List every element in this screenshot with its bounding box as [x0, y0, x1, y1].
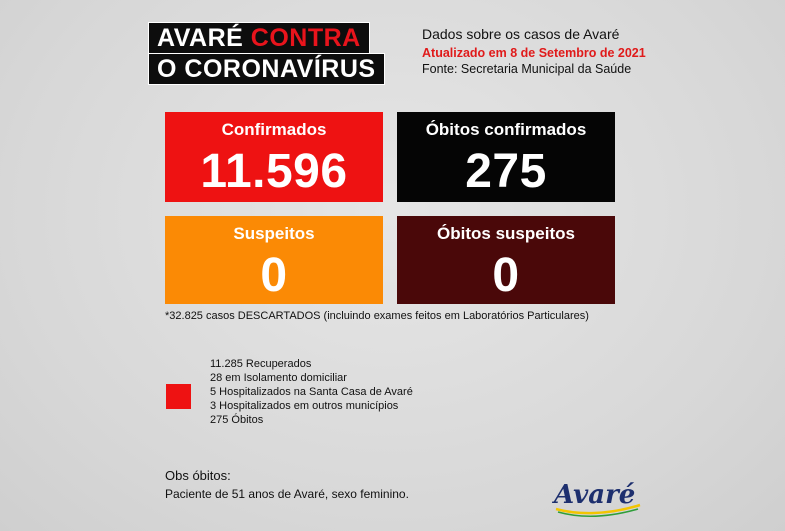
breakdown-list [210, 357, 413, 427]
breakdown-item: 28 em Isolamento domiciliar [210, 372, 347, 384]
card-confirmed [165, 112, 383, 202]
info-block [422, 26, 672, 77]
info-updated: Atualizado em 8 de Setembro de 2021 [422, 46, 646, 60]
title-word-avare: AVARÉ [157, 24, 244, 52]
card-confirmed-label: Confirmados [221, 120, 327, 139]
obs-detail: Paciente de 51 anos de Avaré, sexo feminino. [165, 487, 409, 501]
breakdown-item: 275 Óbitos [210, 414, 264, 426]
title-line-2: O CORONAVÍRUS [148, 53, 385, 85]
card-deaths-suspect-value: 0 [492, 249, 520, 302]
info-source: Fonte: Secretaria Municipal da Saúde [422, 62, 632, 76]
card-confirmed-value: 11.596 [200, 145, 348, 198]
avare-logo [548, 475, 648, 520]
card-deaths-label: Óbitos confirmados [425, 120, 587, 139]
title-block [148, 22, 385, 85]
card-deaths-suspect-label: Óbitos suspeitos [437, 224, 575, 243]
obs-title: Obs óbitos: [165, 468, 231, 483]
breakdown-item: 11.285 Recuperados [210, 358, 312, 370]
discarded-note: *32.825 casos DESCARTADOS (incluindo exames feitos em Laboratórios Particulares) [165, 310, 589, 322]
legend-swatch [166, 384, 191, 409]
card-suspect-value: 0 [260, 249, 288, 302]
obs-block [165, 468, 409, 502]
card-deaths-value: 275 [465, 145, 547, 198]
breakdown-item: 3 Hospitalizados em outros municípios [210, 400, 399, 412]
card-deaths [397, 112, 615, 202]
card-deaths-suspect [397, 216, 615, 304]
card-suspect [165, 216, 383, 304]
logo-lettering: Avaré [554, 480, 636, 510]
info-heading: Dados sobre os casos de Avaré [422, 26, 620, 42]
avare-logo-graphic [548, 475, 648, 520]
card-suspect-label: Suspeitos [233, 224, 315, 243]
title-line-1 [148, 22, 370, 54]
breakdown-item: 5 Hospitalizados na Santa Casa de Avaré [210, 386, 413, 398]
title-word-contra: CONTRA [250, 24, 361, 52]
